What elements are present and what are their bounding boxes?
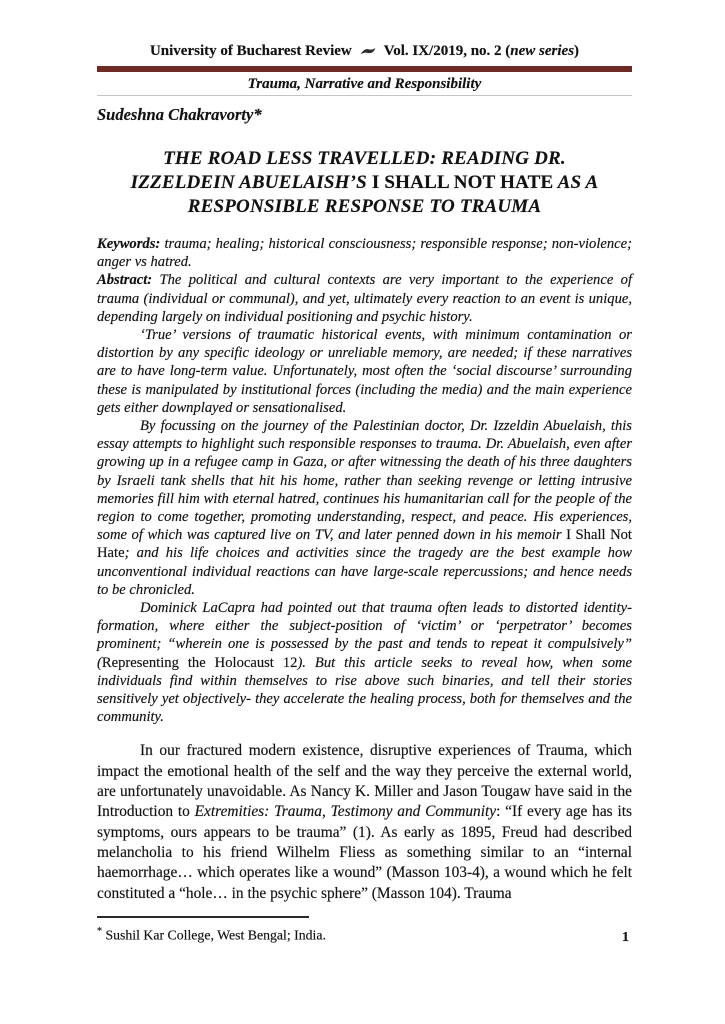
footnote xyxy=(97,923,632,944)
text-run: trauma; healing; historical consciousness; responsible response; non-violence; anger vs hatred. xyxy=(97,236,632,271)
text-run: Representing the Holocaust 12 xyxy=(101,654,298,671)
text-run: ). But this article seeks to reveal how, when some individuals find within themselves to rise above such binaries, and tell their stories sensitively yet objectively- they accelerate the healing process, both for themselves and the community. xyxy=(97,654,633,726)
journal-header xyxy=(97,42,632,60)
text-run: Dominick LaCapra had pointed out that trauma often leads to distorted identity-formation, where either the subject-position of ‘victim’ or ‘perpetrator’ becomes prominent; “wherein one is possessed by the past and tends to repeat it compulsively” ( xyxy=(97,600,632,671)
page-number: 1 xyxy=(622,930,629,945)
footnote-marker: * xyxy=(97,925,102,937)
abstract-paragraph-3 xyxy=(97,417,632,599)
text-run: AS A xyxy=(553,172,599,193)
text-run: By focussing on the journey of the Palestinian doctor, Dr. Izzeldin Abuelaish, this essay attempts to highlight such responsible responses to trauma. Dr. Abuelaish, even after growing up in a refugee camp in Gaza, or after witnessing the death of his three daughters by Israeli tank shells that hit his home, rather than seeking revenge or letting intrusive memories fill him with eternal hatred, continues his humanitarian call for the people of the region to come together, promoting understanding, respect, and peace. His experiences, some of which was captured live on TV, and later penned down in his memoir xyxy=(97,418,632,544)
abstract-paragraph-2 xyxy=(97,326,632,417)
text-run: Abstract: xyxy=(97,272,153,289)
body-paragraph-1 xyxy=(97,741,632,903)
fleuron-icon xyxy=(360,47,376,56)
article-title xyxy=(97,147,632,219)
header-thin-rule xyxy=(97,95,632,96)
header-rule xyxy=(97,66,632,72)
issue-theme: Trauma, Narrative and Responsibility xyxy=(247,76,482,92)
text-run: The political and cultural contexts are very important to the experience of trauma (individual or communal), and yet, ultimately every reaction to an event is unique, depending largely on individual positioning and psychic history. xyxy=(97,272,632,325)
footnote-rule xyxy=(97,916,309,918)
text-run: : “If every age has its symptoms, ours appears to be trauma” (1). As early as 1895, Freud had described melancholia to his friend Wilhelm Fliess as something similar to an “internal haemorrhage… which operates like a wound” (Masson 103-4), a wound which he felt constituted a “hole… in the psychic sphere” (Masson 104). Trauma xyxy=(97,803,632,902)
text-run: ) xyxy=(574,43,580,59)
journal-name: University of Bucharest Review xyxy=(149,43,352,59)
abstract-paragraph-4 xyxy=(97,599,632,726)
title-line-3 xyxy=(97,195,632,219)
keywords-paragraph xyxy=(97,235,632,271)
title-line-1 xyxy=(97,147,632,171)
text-run: new series xyxy=(510,43,575,59)
text-run: THE ROAD LESS TRAVELLED: READING DR. xyxy=(163,148,566,169)
front-matter xyxy=(97,235,632,726)
text-run: RESPONSIBLE RESPONSE TO TRAUMA xyxy=(187,196,542,217)
text-run: Vol. IX/2019, no. 2 ( xyxy=(383,43,511,59)
abstract-paragraph-1 xyxy=(97,271,632,326)
title-line-2 xyxy=(97,171,632,195)
text-run: I Shall Not Hate xyxy=(97,527,632,562)
text-run: ‘True’ versions of traumatic historical events, with minimum contamination or distortion by any specific ideology or unreliable memory, are needed; if these narratives are to have long-term value. Unfortunately, most often the ‘social discourse’ surrounding these is manipulated by institutional forces (including the media) and the main experience gets either downplayed or sensationalised. xyxy=(97,327,632,416)
text-run: ; and his life choices and activities since the tragedy are the best example how unconventional individual reactions can have large-scale repercussions; and hence needs to be chronicled. xyxy=(97,545,632,598)
text-run: I SHALL NOT HATE xyxy=(371,172,554,193)
page-content xyxy=(97,0,632,943)
volume-info xyxy=(384,42,579,60)
footnote-text: Sushil Kar College, West Bengal; India. xyxy=(102,927,326,943)
author-name: Sudeshna Chakravorty* xyxy=(97,105,262,124)
text-run: In our fractured modern existence, disruptive experiences of Trauma, which impact the emotional health of the self and the way they perceive the external world, are unfortunately unavoidable. As Nancy K. Miller and Jason Tougaw have said in the Introduction to xyxy=(97,742,632,821)
text-run: Extremities: Trauma, Testimony and Community xyxy=(194,803,497,821)
text-run: Keywords: xyxy=(97,236,161,252)
text-run: IZZELDEIN ABUELAISH’S xyxy=(130,172,372,193)
